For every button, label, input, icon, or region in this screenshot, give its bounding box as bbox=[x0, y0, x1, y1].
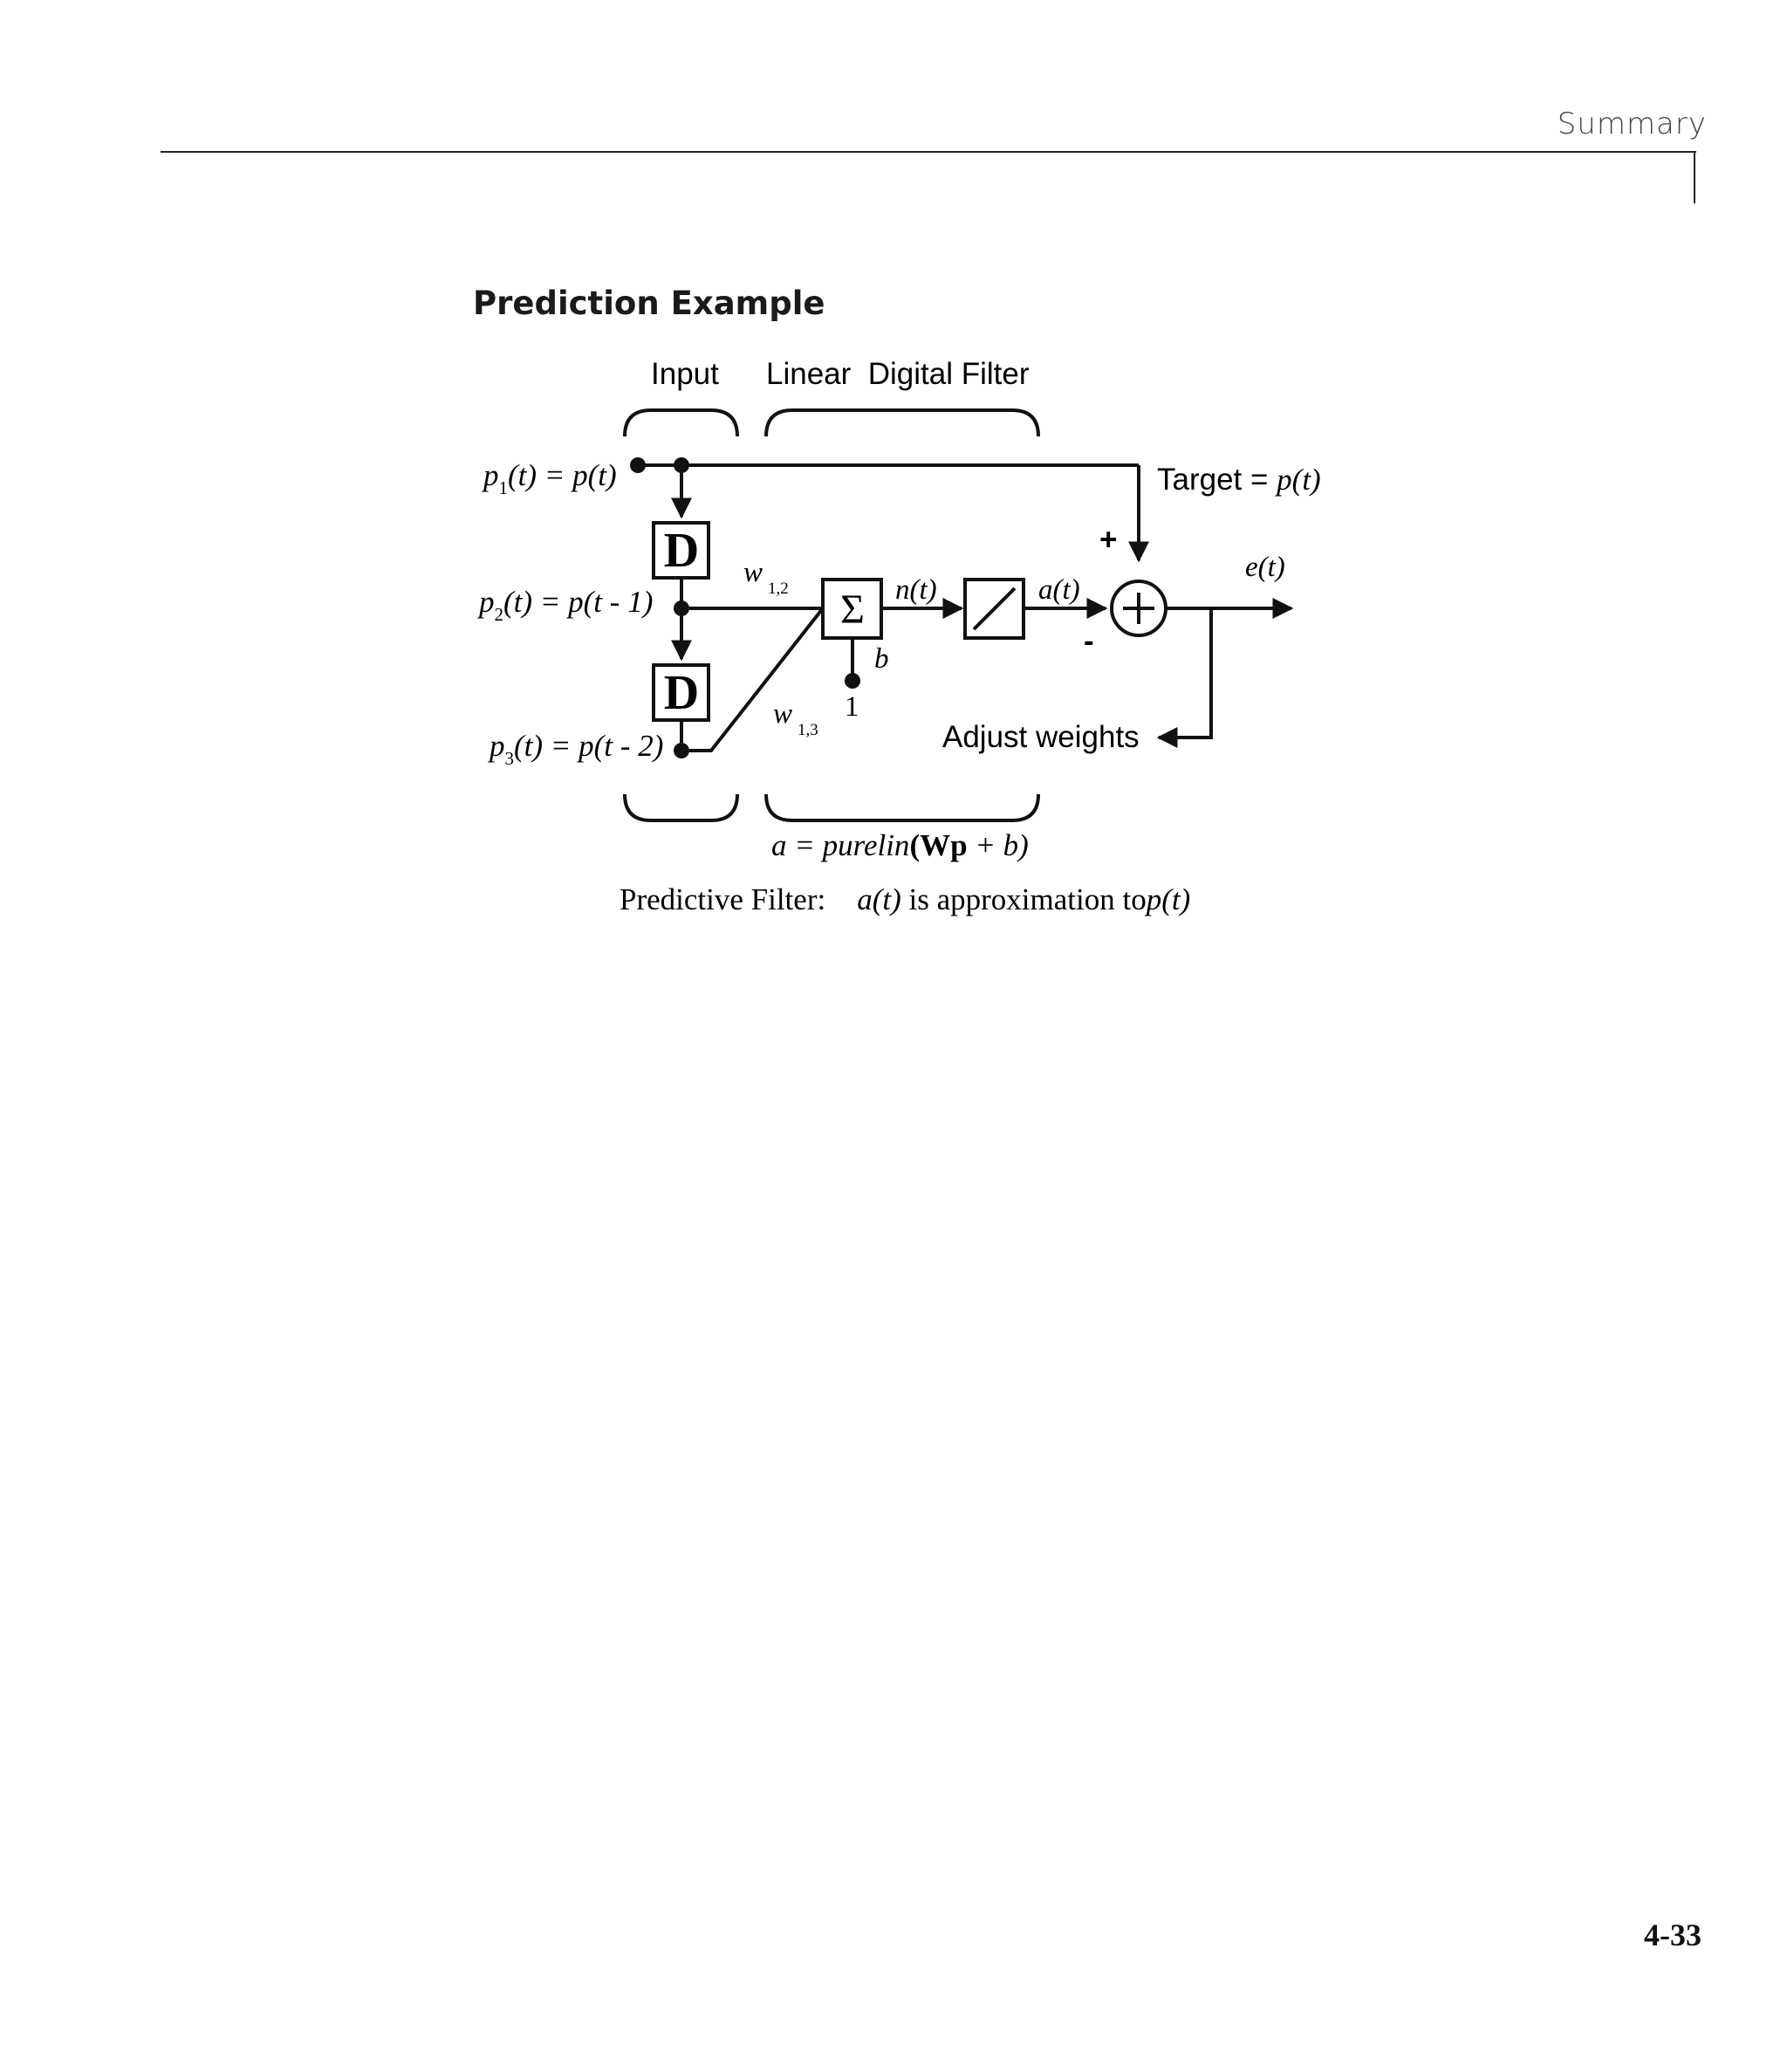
input-brace-bottom bbox=[625, 794, 737, 820]
bias-label: b bbox=[874, 643, 889, 675]
filter-group-label: Linear Digital Filter bbox=[766, 357, 1030, 391]
tap-dot-1 bbox=[674, 457, 689, 473]
e-signal-label: e(t) bbox=[1245, 552, 1285, 583]
p3-label: $p_3(t) = p(t - 2)$ bbox=[490, 729, 664, 769]
feedback-line bbox=[1159, 608, 1211, 738]
bias-dot bbox=[845, 673, 860, 689]
tap-dot-3 bbox=[674, 743, 689, 758]
input-dot-p1 bbox=[630, 457, 646, 473]
p2-label: $p_2(t) = p(t - 1)$ bbox=[479, 585, 654, 625]
target-label: Target = p(t) bbox=[1157, 463, 1321, 497]
delay-label-1: D bbox=[663, 524, 700, 578]
section-title: Prediction Example bbox=[473, 285, 825, 322]
purelin-slope bbox=[974, 588, 1015, 629]
input-brace-top bbox=[625, 410, 737, 436]
minus-sign: - bbox=[1084, 624, 1094, 658]
adjust-weights-label: Adjust weights bbox=[942, 720, 1140, 754]
filter-brace-top bbox=[766, 410, 1038, 436]
page-number: 4-33 bbox=[1644, 1918, 1701, 1952]
running-head: Summary bbox=[1557, 106, 1707, 141]
delay-label-2: D bbox=[663, 666, 700, 720]
diagram-caption: Predictive Filter: a(t) is approximation top(t) bbox=[620, 882, 1191, 916]
p1-label: $p_1(t) = p(t)$ bbox=[483, 458, 617, 498]
filter-brace-bottom bbox=[766, 794, 1038, 820]
plus-sign: + bbox=[1099, 523, 1118, 557]
w12-label: $w_{1,2}$ bbox=[743, 557, 789, 598]
sum-symbol: Σ bbox=[840, 587, 865, 633]
filter-equation: a = purelin(Wp + b) bbox=[771, 828, 1029, 862]
bias-input-label: 1 bbox=[845, 691, 859, 723]
n-signal-label: n(t) bbox=[895, 574, 937, 606]
a-signal-label: a(t) bbox=[1038, 574, 1080, 606]
tap-dot-2 bbox=[674, 600, 689, 616]
input-group-label: Input bbox=[651, 357, 719, 391]
w13-label: $w_{1,3}$ bbox=[773, 698, 818, 739]
